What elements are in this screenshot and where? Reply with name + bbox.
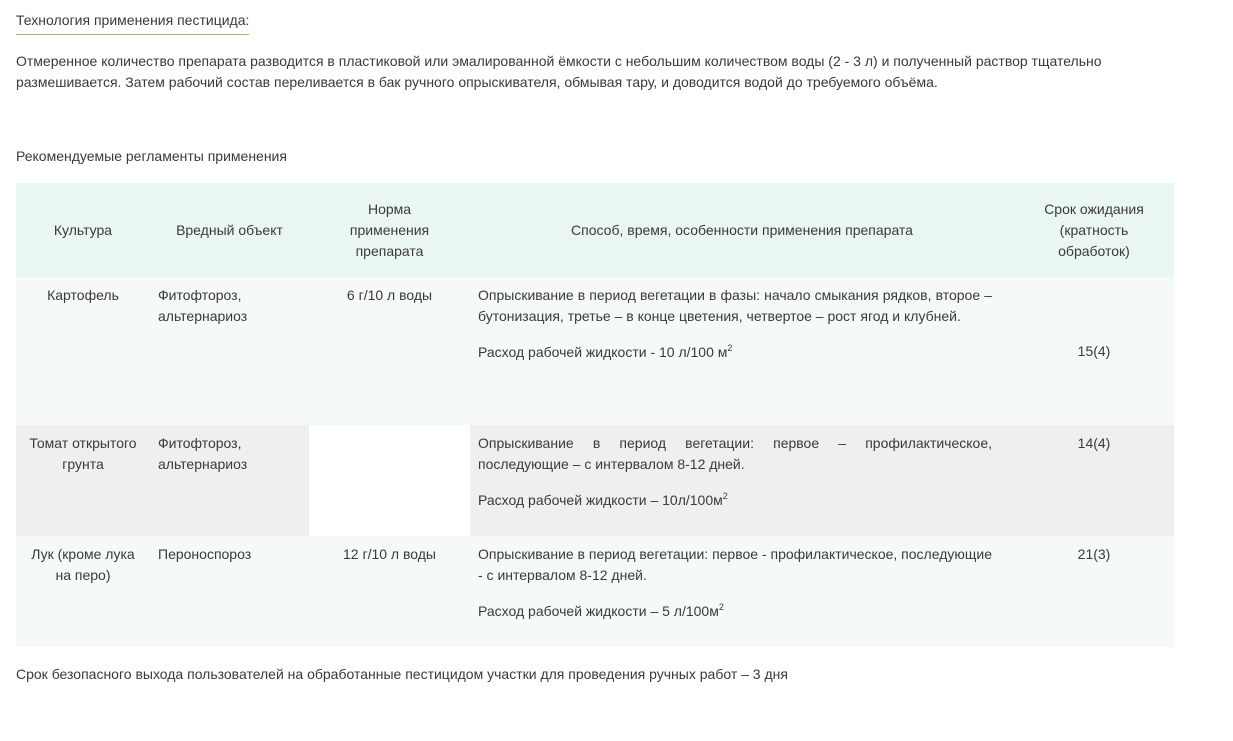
- intro-paragraph: Отмеренное количество препарата разводится в пластиковой или эмалированной ёмкости с небольшим количеством воды (2 - 3 л) и полученный раствор тщательно размешивается. Затем рабочий состав переливается в бак ручного опрыскивателя, обмывая тару, и доводится водой до требуемого объёма.: [16, 53, 1102, 90]
- cell-rate: [309, 425, 470, 536]
- cell-crop: Лук (кроме лука на перо): [16, 536, 150, 647]
- cell-method: [470, 425, 1014, 536]
- regulations-table: [16, 183, 1174, 647]
- cell-crop: Томат открытого грунта: [16, 425, 150, 536]
- cell-wait: 15(4): [1014, 277, 1174, 425]
- flow-rate-text: [478, 490, 992, 511]
- header-rate: Норма применения препарата: [309, 183, 470, 277]
- cell-crop: Картофель: [16, 277, 150, 425]
- flow-rate-text: [478, 601, 992, 622]
- flow-rate-value: Расход рабочей жидкости – 5 л/100м: [478, 603, 719, 619]
- cell-method: [470, 277, 1014, 425]
- cell-rate: 12 г/10 л воды: [309, 536, 470, 647]
- method-text: Опрыскивание в период вегетации в фазы: начало смыкания рядков, второе – бутонизация, третье – в конце цветения, четвертое – рост ягод и клубней.: [478, 287, 992, 324]
- cell-pest: Фитофтороз, альтернариоз: [150, 277, 309, 425]
- header-method: Способ, время, особенности применения препарата: [470, 183, 1014, 277]
- section-heading: Технология применения пестицида:: [16, 10, 249, 35]
- table-title: Рекомендуемые регламенты применения: [16, 148, 287, 164]
- cell-wait: 21(3): [1014, 536, 1174, 647]
- cell-wait: 14(4): [1014, 425, 1174, 536]
- table-row: [16, 536, 1174, 647]
- header-pest: Вредный объект: [150, 183, 309, 277]
- header-crop: Культура: [16, 183, 150, 277]
- cell-rate: 6 г/10 л воды: [309, 277, 470, 425]
- table-header-row: [16, 183, 1174, 277]
- flow-rate-unit-sup: 2: [722, 491, 728, 501]
- method-text: Опрыскивание в период вегетации: первое - профилактическое, последующие - с интервалом 8-12 дней.: [478, 546, 992, 583]
- table-row: [16, 425, 1174, 536]
- method-text: Опрыскивание в период вегетации: первое – профилактическое, последующие – с интервалом 8-12 дней.: [478, 435, 992, 472]
- flow-rate-unit-sup: 2: [718, 602, 724, 612]
- flow-rate-value: Расход рабочей жидкости - 10 л/100 м: [478, 344, 728, 360]
- header-wait: Срок ожидания (кратность обработок): [1014, 183, 1174, 277]
- cell-pest: Пероноспороз: [150, 536, 309, 647]
- cell-pest: Фитофтороз, альтернариоз: [150, 425, 309, 536]
- flow-rate-value: Расход рабочей жидкости – 10л/100м: [478, 492, 723, 508]
- table-row: [16, 277, 1174, 425]
- safety-note: Срок безопасного выхода пользователей на обработанные пестицидом участки для проведения ручных работ – 3 дня: [16, 666, 788, 682]
- flow-rate-unit-sup: 2: [727, 343, 733, 353]
- cell-method: [470, 536, 1014, 647]
- flow-rate-text: [478, 342, 992, 363]
